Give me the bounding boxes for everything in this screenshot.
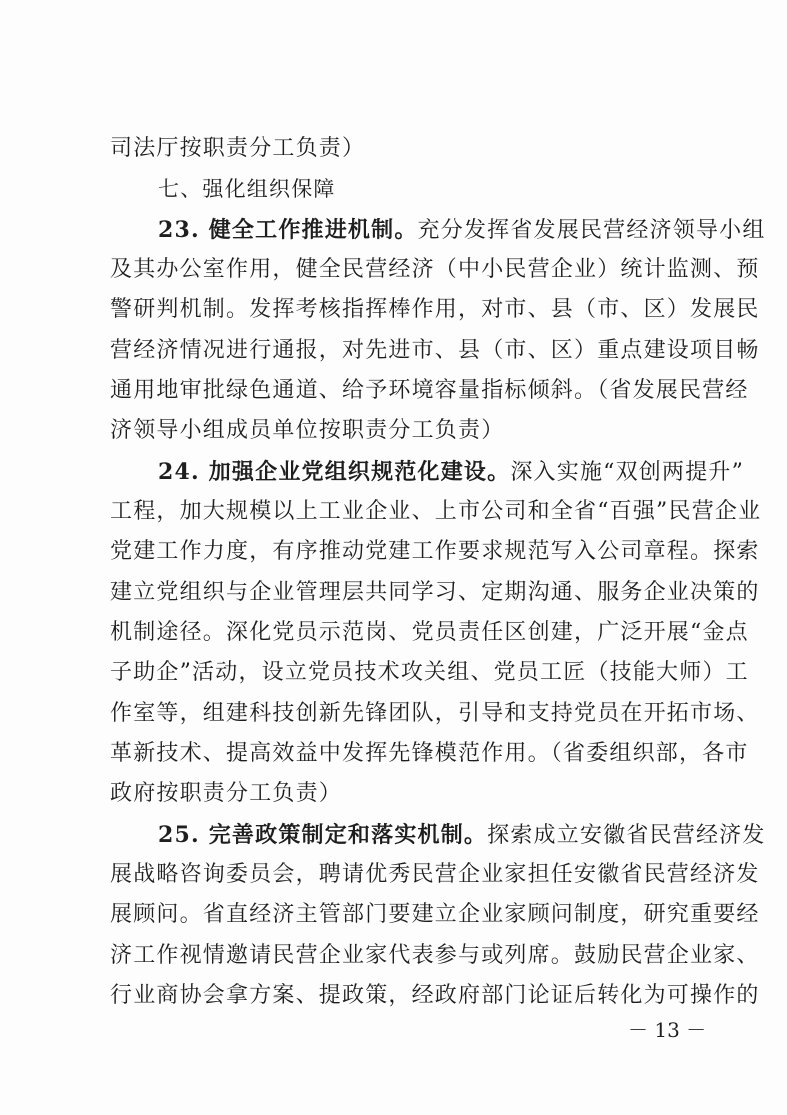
text-line: 警研判机制。发挥考核指挥棒作用，对市、县（市、区）发展民 — [110, 297, 760, 322]
section-heading: 七、强化组织保障 — [158, 177, 336, 201]
paragraph-23-title: 23. 健全工作推进机制。 — [158, 217, 418, 243]
text-line: 及其办公室作用，健全民营经济（中小民营企业）统计监测、预 — [110, 257, 760, 282]
paragraph-24-title: 24. 加强企业党组织规范化建设。 — [158, 459, 511, 485]
paragraph-24-first-line — [158, 454, 745, 490]
text-line: 革新技术、提高效益中发挥先锋模范作用。（省委组织部，各市 — [110, 741, 749, 766]
text-line: 展战略咨询委员会，聘请优秀民营企业家担任安徽省民营经济发 — [110, 862, 760, 887]
text-line: 展顾问。省直经济主管部门要建立企业家顾问制度，研究重要经 — [110, 902, 760, 927]
text-line: 政府按职责分工负责） — [110, 781, 343, 806]
paragraph-25-text: 探索成立安徽省民营经济发 — [487, 823, 766, 848]
text-line: 通用地审批绿色通道、给予环境容量指标倾斜。（省发展民营经 — [110, 378, 749, 403]
paragraph-25-title: 25. 完善政策制定和落实机制。 — [158, 822, 488, 848]
text-line: 营经济情况进行通报，对先进市、县（市、区）重点建设项目畅 — [110, 338, 760, 363]
page-number: － 13 － — [628, 1018, 707, 1042]
text-line: 行业商协会拿方案、提政策，经政府部门论证后转化为可操作的 — [110, 983, 760, 1008]
paragraph-25-first-line — [158, 817, 766, 853]
text-line: 工程，加大规模以上工业企业、上市公司和全省“百强”民营企业 — [110, 499, 762, 524]
paragraph-24-text: 深入实施“双创两提升” — [510, 460, 745, 485]
text-line: 建立党组织与企业管理层共同学习、定期沟通、服务企业决策的 — [110, 580, 760, 605]
text-line: 济领导小组成员单位按职责分工负责） — [110, 418, 505, 443]
paragraph-23-text: 充分发挥省发展民营经济领导小组 — [417, 218, 766, 243]
text-line: 司法厅按职责分工负责） — [110, 136, 366, 161]
text-line: 济工作视情邀请民营企业家代表参与或列席。鼓励民营企业家、 — [110, 943, 760, 968]
text-line: 机制途径。深化党员示范岗、党员责任区创建，广泛开展“金点 — [110, 620, 749, 645]
text-line: 党建工作力度，有序推动党建工作要求规范写入公司章程。探索 — [110, 539, 760, 564]
text-line: 子助企”活动，设立党员技术攻关组、党员工匠（技能大师）工 — [110, 660, 749, 685]
paragraph-23-first-line — [158, 212, 766, 248]
text-line: 作室等，组建科技创新先锋团队，引导和支持党员在开拓市场、 — [110, 701, 760, 726]
